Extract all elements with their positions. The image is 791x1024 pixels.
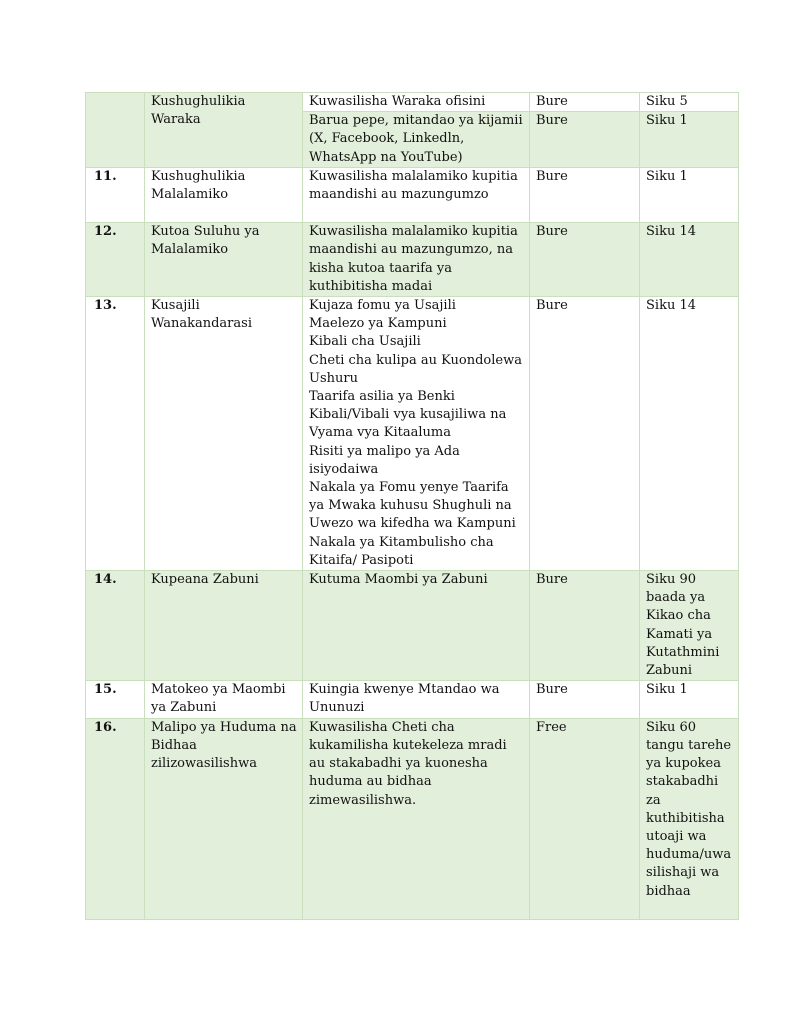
row-number: 11.: [86, 168, 145, 223]
time-cell: Siku 1: [640, 112, 739, 168]
row-number: 13.: [86, 297, 145, 571]
row-number: 16.: [86, 718, 145, 919]
requirement-cell: Kuwasilisha Cheti cha kukamilisha kutekeleza mradi au stakabadhi ya kuonesha huduma au bidhaa zimewasilishwa.: [303, 718, 530, 919]
service-name: Malipo ya Huduma na Bidhaa zilizowasilishwa: [145, 718, 303, 919]
fee-cell: Bure: [530, 681, 640, 718]
row-number: 14.: [86, 571, 145, 681]
service-name: Kutoa Suluhu ya Malalamiko: [145, 223, 303, 297]
fee-cell: Bure: [530, 223, 640, 297]
table-row: [86, 168, 739, 223]
service-name: Matokeo ya Maombi ya Zabuni: [145, 681, 303, 718]
requirement-cell: Kutuma Maombi ya Zabuni: [303, 571, 530, 681]
fee-cell: Bure: [530, 571, 640, 681]
service-name: Kushughulikia Waraka: [145, 93, 303, 168]
row-number: 15.: [86, 681, 145, 718]
row-number: 12.: [86, 223, 145, 297]
requirement-cell: Barua pepe, mitandao ya kijamii (X, Facebook, Linkedln, WhatsApp na YouTube): [303, 112, 530, 168]
fee-cell: Free: [530, 718, 640, 919]
service-name: Kupeana Zabuni: [145, 571, 303, 681]
requirement-cell: Kuwasilisha malalamiko kupitia maandishi au mazungumzo, na kisha kutoa taarifa ya kuthibitisha madai: [303, 223, 530, 297]
table-row: [86, 681, 739, 718]
time-cell: Siku 14: [640, 223, 739, 297]
fee-cell: Bure: [530, 297, 640, 571]
fee-cell: Bure: [530, 168, 640, 223]
time-cell: Siku 60 tangu tarehe ya kupokea stakabadhi za kuthibitisha utoaji wa huduma/uwasilishaji wa bidhaa: [640, 718, 739, 919]
fee-cell: Bure: [530, 93, 640, 112]
time-cell: Siku 1: [640, 681, 739, 718]
time-cell: Siku 90 baada ya Kikao cha Kamati ya Kutathmini Zabuni: [640, 571, 739, 681]
services-table: [85, 92, 739, 920]
requirement-cell: Kuwasilisha malalamiko kupitia maandishi au mazungumzo: [303, 168, 530, 223]
requirement-cell: Kuwasilisha Waraka ofisini: [303, 93, 530, 112]
table-row: [86, 93, 739, 112]
row-number: [86, 93, 145, 168]
service-name: Kushughulikia Malalamiko: [145, 168, 303, 223]
time-cell: Siku 14: [640, 297, 739, 571]
time-cell: Siku 1: [640, 168, 739, 223]
requirement-cell: Kujaza fomu ya Usajili Maelezo ya Kampuni Kibali cha Usajili Cheti cha kulipa au Kuondolewa Ushuru Taarifa asilia ya Benki Kibali/Vibali vya kusajiliwa na Vyama vya Kitaaluma Risiti ya malipo ya Ada isiyodaiwa Nakala ya Fomu yenye Taarifa ya Mwaka kuhusu Shughuli na Uwezo wa kifedha wa Kampuni Nakala ya Kitambulisho cha Kitaifa/ Pasipoti: [303, 297, 530, 571]
requirement-cell: Kuingia kwenye Mtandao wa Ununuzi: [303, 681, 530, 718]
table-row: [86, 223, 739, 297]
fee-cell: Bure: [530, 112, 640, 168]
service-name: Kusajili Wanakandarasi: [145, 297, 303, 571]
time-cell: Siku 5: [640, 93, 739, 112]
table-row: [86, 571, 739, 681]
table-row: [86, 297, 739, 571]
table-row: [86, 718, 739, 919]
